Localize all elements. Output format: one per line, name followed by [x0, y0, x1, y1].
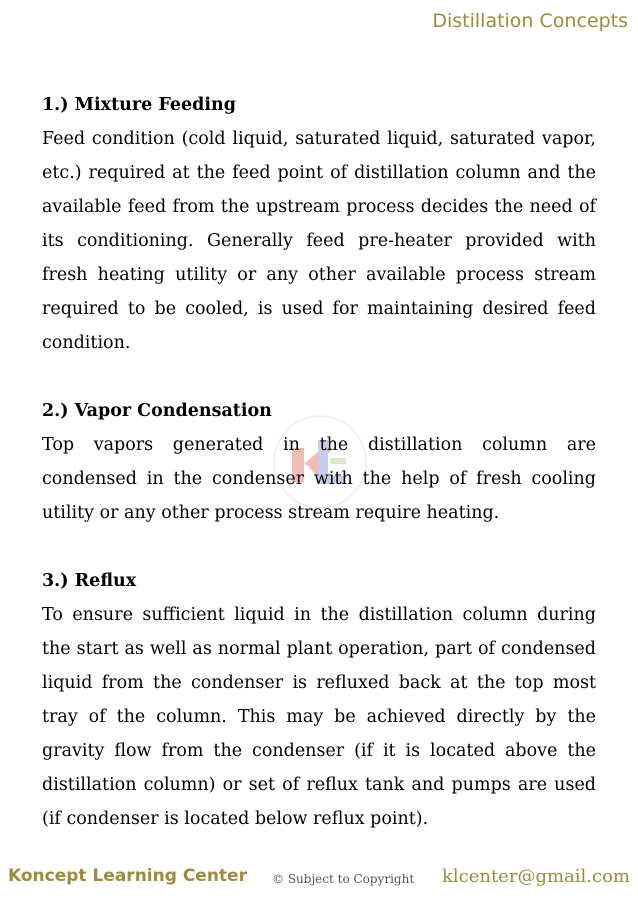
section-vapor-condensation [42, 394, 596, 530]
footer-copyright: © Subject to Copyright [272, 872, 415, 886]
section-body: Top vapors generated in the distillation column are condensed in the condenser with the help of fresh cooling utility or any other process stream require heating. [42, 435, 596, 523]
page-header-title: Distillation Concepts [432, 10, 628, 32]
section-body: To ensure sufficient liquid in the distillation column during the start as well as normal plant operation, part of condensed liquid from the condenser is refluxed back at the top most tray of the column. This may be achieved directly by the gravity flow from the condenser (if it is located above the distillation column) or set of reflux tank and pumps are used (if condenser is located below reflux point). [42, 605, 596, 829]
section-mixture-feeding [42, 88, 596, 360]
section-body: Feed condition (cold liquid, saturated liquid, saturated vapor, etc.) required at the feed point of distillation column and the available feed from the upstream process decides the need of its conditioning. Generally feed pre-heater provided with fresh heating utility or any other available process stream required to be cooled, is used for maintaining desired feed condition. [42, 129, 596, 353]
section-title: 1.) Mixture Feeding [42, 95, 236, 115]
main-content [42, 88, 596, 870]
page-footer [0, 862, 638, 922]
section-title: 2.) Vapor Condensation [42, 401, 272, 421]
section-reflux [42, 564, 596, 836]
section-title: 3.) Reflux [42, 571, 137, 591]
footer-email: klcenter@gmail.com [441, 866, 630, 887]
footer-brand: Koncept Learning Center [8, 866, 247, 886]
